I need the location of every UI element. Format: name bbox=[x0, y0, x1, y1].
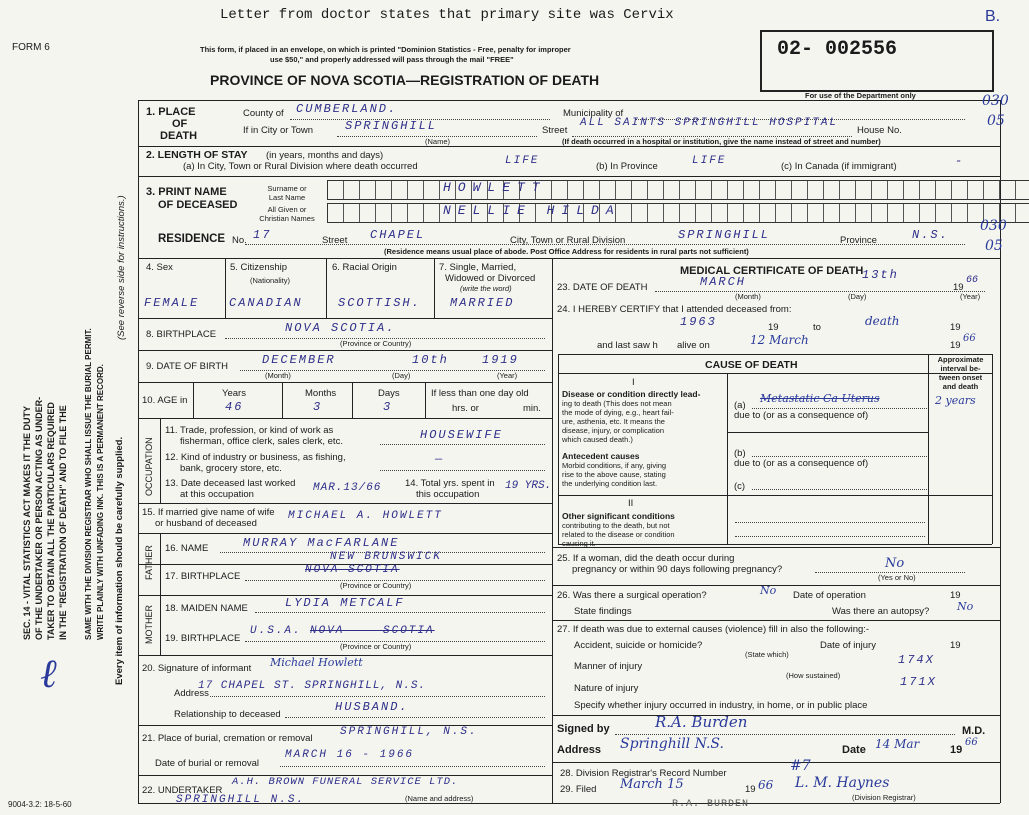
father-bp-label: 17. BIRTHPLACE bbox=[165, 571, 241, 582]
postal-line-2: use $50," and properly addressed will pass through the mail "FREE" bbox=[270, 55, 514, 64]
doctor-stamp: R.A. BURDEN bbox=[672, 799, 750, 810]
marital-label-2: Widowed or Divorced bbox=[445, 273, 536, 284]
form-title: PROVINCE OF NOVA SCOTIA—REGISTRATION OF DEATH bbox=[210, 72, 600, 88]
stay-b-value[interactable]: LIFE bbox=[692, 155, 727, 167]
sig-address[interactable]: Springhill N.S. bbox=[620, 736, 724, 752]
sig-year[interactable]: 66 bbox=[965, 737, 978, 748]
occ-14b: this occupation bbox=[416, 489, 480, 500]
filed-value[interactable]: March 15 bbox=[620, 777, 684, 792]
father-name-label: 16. NAME bbox=[165, 543, 209, 554]
death-date-label: 23. DATE OF DEATH bbox=[557, 282, 648, 293]
occ-12a: 12. Kind of industry or business, as fishing, bbox=[165, 452, 346, 463]
mother-bp[interactable]: U.S.A. bbox=[250, 625, 302, 637]
disease-6: which caused death.) bbox=[562, 435, 633, 444]
form-code: 9004-3.2: 18-5-60 bbox=[8, 800, 72, 809]
citizenship-value[interactable]: CANADIAN bbox=[229, 296, 303, 310]
mother-bp-struck: NOVA SCOTIA bbox=[310, 625, 435, 637]
roman-one: I bbox=[632, 377, 635, 388]
dept-use-label: For use of the Department only bbox=[805, 91, 916, 100]
industry-value[interactable]: — bbox=[435, 452, 445, 466]
sig-date-label: Date bbox=[842, 744, 866, 756]
undertaker-name[interactable]: A.H. BROWN FUNERAL SERVICE LTD. bbox=[232, 776, 459, 788]
disease-2: ing to death (This does not mean bbox=[562, 399, 672, 408]
surname-label-2: Last Name bbox=[268, 193, 306, 202]
interval-3: tween onset bbox=[938, 373, 983, 382]
father-bp-struck: NOVA SCOTIA bbox=[305, 564, 400, 576]
given-label-2: Christian Names bbox=[259, 214, 315, 223]
last-worked-value[interactable]: MAR.13/66 bbox=[313, 482, 382, 494]
undertaker-sub: (Name and address) bbox=[405, 794, 474, 803]
disease-1: Disease or condition directly lead- bbox=[562, 389, 701, 399]
dob-year[interactable]: 1919 bbox=[482, 353, 519, 367]
death-sub-month: (Month) bbox=[735, 292, 761, 301]
q26: 26. Was there a surgical operation? bbox=[557, 590, 707, 601]
postal-line-1: This form, if placed in an envelope, on which is printed "Dominion Statistics - Free, penalty for improper bbox=[200, 45, 571, 54]
undertaker-location[interactable]: SPRINGHILL N.S. bbox=[176, 794, 306, 806]
last-saw-mid: alive on bbox=[677, 340, 710, 351]
signed-value[interactable]: R.A. Burden bbox=[655, 713, 748, 731]
given-boxes bbox=[327, 203, 1029, 223]
under-day-label-1: If less than one day old bbox=[431, 388, 529, 399]
stay-b-label: (b) In Province bbox=[596, 161, 658, 172]
death-month[interactable]: MARCH bbox=[700, 275, 747, 289]
dob-day[interactable]: 10th bbox=[412, 353, 449, 367]
residence-street-label: Street bbox=[322, 235, 348, 246]
disease-5: disease, injury, or complication bbox=[562, 426, 664, 435]
sex-label: 4. Sex bbox=[146, 262, 173, 273]
q25-value[interactable]: No bbox=[885, 556, 905, 571]
place-label-3: DEATH bbox=[160, 130, 198, 142]
racial-value[interactable]: SCOTTISH. bbox=[338, 296, 421, 310]
surname-label-1: Surname or bbox=[267, 184, 307, 193]
state-which: (State which) bbox=[745, 650, 789, 659]
years-value[interactable]: 46 bbox=[225, 400, 244, 414]
stay-c-value[interactable]: - bbox=[955, 154, 965, 168]
father-bp-sub: (Province or Country) bbox=[340, 581, 412, 590]
stay-c-label: (c) In Canada (if immigrant) bbox=[781, 161, 897, 172]
house-label: House No. bbox=[857, 125, 902, 136]
other-1: Other significant conditions bbox=[562, 511, 675, 521]
attended-to-suffix: 19 bbox=[950, 322, 961, 333]
q27: 27. If death was due to external causes (violence) fill in also the following:- bbox=[557, 624, 870, 635]
surname-boxes bbox=[327, 180, 1029, 200]
relation-label: Relationship to deceased bbox=[174, 709, 281, 720]
dob-sub-month: (Month) bbox=[265, 371, 291, 380]
disease-3: the mode of dying, e.g., heart fail- bbox=[562, 408, 674, 417]
spouse-label-1: 15. If married give name of wife bbox=[142, 507, 275, 518]
dob-label: 9. DATE OF BIRTH bbox=[146, 361, 228, 372]
residence-no[interactable]: 17 bbox=[253, 228, 272, 242]
registrar-sub: (Division Registrar) bbox=[852, 793, 916, 802]
marital-value[interactable]: MARRIED bbox=[450, 296, 515, 310]
years-label: Years bbox=[222, 388, 246, 399]
residence-note: (Residence means usual place of abode. Post Office Address for residents in rural parts not sufficient) bbox=[384, 247, 749, 256]
autopsy-value[interactable]: No bbox=[957, 600, 974, 613]
medical-title: MEDICAL CERTIFICATE OF DEATH bbox=[680, 265, 864, 277]
registrar-signature[interactable]: L. M. Haynes bbox=[795, 775, 890, 791]
nature-value[interactable]: 171X bbox=[900, 675, 937, 689]
side-law-4: IN THE "REGISTRATION OF DEATH" AND TO FILE THE bbox=[58, 405, 68, 640]
q26-date: Date of operation bbox=[793, 590, 866, 601]
months-value[interactable]: 3 bbox=[313, 400, 323, 414]
under-day-label-3: min. bbox=[523, 403, 541, 414]
given-label bbox=[252, 205, 322, 223]
due-to-1: due to (or as a consequence of) bbox=[734, 410, 869, 421]
street-value[interactable]: ALL SAINTS SPRINGHILL HOSPITAL bbox=[580, 117, 839, 129]
death-year-prefix: 19 bbox=[953, 282, 964, 293]
informant-address-label: Address bbox=[174, 688, 209, 699]
margin-scribble: ℓ bbox=[40, 651, 57, 697]
stay-sub: (in years, months and days) bbox=[266, 150, 384, 161]
father-side: FATHER bbox=[144, 545, 154, 580]
attended-to-label: to bbox=[813, 322, 821, 333]
interval-header bbox=[929, 355, 992, 391]
death-sub-day: (Day) bbox=[848, 292, 867, 301]
age-label: 10. AGE in bbox=[142, 395, 188, 406]
antecedent-2: Morbid conditions, if any, giving bbox=[562, 461, 667, 470]
other-3: related to the disease or condition bbox=[562, 530, 675, 539]
mother-bp-label: 19. BIRTHPLACE bbox=[165, 633, 241, 644]
burial-date[interactable]: MARCH 16 - 1966 bbox=[285, 749, 415, 761]
cause-a-value[interactable]: Metastatic Ca Uterus bbox=[760, 392, 880, 405]
side-law-1: SEC. 14 - VITAL STATISTICS ACT MAKES IT THE DUTY bbox=[22, 405, 32, 640]
place-label-2: OF bbox=[172, 118, 188, 130]
burial-place-label: 21. Place of burial, cremation or removal bbox=[142, 733, 313, 744]
informant-sig-label: 20. Signature of informant bbox=[142, 663, 252, 674]
attended-to[interactable]: death bbox=[865, 314, 900, 328]
residence-city[interactable]: SPRINGHILL bbox=[678, 228, 771, 242]
trade-value[interactable]: HOUSEWIFE bbox=[420, 428, 503, 442]
injury-19: 19 bbox=[950, 640, 961, 651]
side-law-3: TAKER TO OBTAIN ALL THE PARTICULARS REQUIRED bbox=[46, 402, 56, 640]
total-years-value[interactable]: 19 YRS. bbox=[505, 480, 552, 492]
side-law-5: SAME WITH THE DIVISION REGISTRAR WHO SHALL ISSUE THE BURIAL PERMIT. bbox=[84, 328, 93, 640]
dept-code-2: 05 bbox=[987, 113, 1005, 129]
q25b: pregnancy or within 90 days following pregnancy? bbox=[572, 564, 783, 575]
attended-from[interactable]: 1963 bbox=[680, 315, 717, 329]
residence-street[interactable]: CHAPEL bbox=[370, 228, 426, 242]
citizenship-sub: (Nationality) bbox=[250, 276, 291, 285]
stay-label: 2. LENGTH OF STAY bbox=[146, 149, 248, 161]
side-law-6: WRITE PLAINLY WITH UNFADING INK. THIS IS A PERMANENT RECORD. bbox=[96, 364, 105, 640]
record-value[interactable]: #7 bbox=[790, 758, 811, 774]
last-saw-label: and last saw h bbox=[597, 340, 658, 351]
street-label: Street bbox=[542, 125, 568, 136]
antecedent-text bbox=[562, 452, 666, 488]
residence-province[interactable]: N.S. bbox=[912, 228, 949, 242]
last-saw-yr[interactable]: 66 bbox=[963, 333, 976, 344]
days-label: Days bbox=[378, 388, 400, 399]
residence-code-2: 05 bbox=[985, 238, 1003, 254]
registration-number: 02- 002556 bbox=[777, 38, 898, 61]
cause-header: CAUSE OF DEATH bbox=[705, 359, 798, 371]
racial-label: 6. Racial Origin bbox=[332, 262, 397, 273]
burial-date-label: Date of burial or removal bbox=[155, 758, 260, 769]
mother-side: MOTHER bbox=[144, 605, 154, 644]
given-value[interactable]: NELLIE HILDA bbox=[443, 203, 621, 218]
interval-1: Approximate bbox=[937, 355, 984, 364]
county-label: County of bbox=[243, 108, 284, 119]
stay-a-value[interactable]: LIFE bbox=[505, 155, 540, 167]
side-law-8: (See reverse side for instructions.) bbox=[116, 195, 127, 340]
father-bp[interactable]: NEW BRUNSWICK bbox=[330, 551, 442, 563]
dept-code-1: 030 bbox=[982, 93, 1009, 109]
occupation-side: OCCUPATION bbox=[144, 437, 154, 496]
manner-label: Manner of injury bbox=[574, 661, 643, 672]
occ-12b: bank, grocery store, etc. bbox=[180, 463, 282, 474]
other-4: causing it. bbox=[562, 539, 596, 548]
last-saw-year: 19 bbox=[950, 340, 961, 351]
q25-sub: (Yes or No) bbox=[878, 573, 916, 582]
birthplace-label: 8. BIRTHPLACE bbox=[146, 329, 217, 340]
corner-mark: B. bbox=[985, 8, 1001, 25]
father-name[interactable]: MURRAY MacFARLANE bbox=[243, 536, 400, 550]
occ-11a: 11. Trade, profession, or kind of work as bbox=[165, 425, 334, 436]
municipality-label: Municipality of bbox=[563, 108, 624, 119]
antecedent-3: rise to the above cause, stating bbox=[562, 470, 666, 479]
q26-19: 19 bbox=[950, 590, 961, 601]
antecedent-1: Antecedent causes bbox=[562, 451, 640, 461]
undertaker-label: 22. UNDERTAKER bbox=[142, 785, 223, 796]
disease-4: ure, asthenia, etc. It means the bbox=[562, 417, 665, 426]
autopsy-label: Was there an autopsy? bbox=[832, 606, 930, 617]
filed-label: 29. Filed bbox=[560, 784, 597, 795]
residence-city-label: City, Town or Rural Division bbox=[510, 235, 626, 246]
how-sustained: (How sustained) bbox=[786, 671, 841, 680]
under-day-label-2: hrs. or bbox=[452, 403, 479, 414]
q25a: 25. If a woman, did the death occur during bbox=[557, 553, 735, 564]
sig-year-prefix: 19 bbox=[950, 744, 963, 756]
death-year[interactable]: 66 bbox=[966, 275, 979, 286]
given-label-1: All Given or bbox=[267, 205, 307, 214]
other-text bbox=[562, 512, 675, 548]
side-law-2: OF THE UNDERTAKER OR PERSON ACTING AS UNDER- bbox=[34, 396, 44, 640]
days-value[interactable]: 3 bbox=[383, 400, 393, 414]
filed-19: 19 bbox=[745, 784, 756, 795]
mother-name-label: 18. MAIDEN NAME bbox=[165, 603, 248, 614]
filed-year[interactable]: 66 bbox=[758, 778, 774, 792]
specify-label: Specify whether injury occurred in industry, in home, or in public place bbox=[574, 700, 868, 711]
city-value[interactable]: SPRINGHILL bbox=[345, 119, 438, 133]
informant-signature[interactable]: Michael Howlett bbox=[270, 656, 363, 669]
interval-4: and death bbox=[942, 382, 979, 391]
residence-code-1: 030 bbox=[980, 218, 1007, 234]
other-2: contributing to the death, but not bbox=[562, 521, 670, 530]
marital-label-1: 7. Single, Married, bbox=[439, 262, 517, 273]
antecedent-4: the underlying condition last. bbox=[562, 479, 658, 488]
injury-date-label: Date of injury bbox=[820, 640, 876, 651]
last-saw-value[interactable]: 12 March bbox=[750, 333, 809, 347]
spouse-value[interactable]: MICHAEL A. HOWLETT bbox=[288, 510, 443, 522]
form-label: FORM 6 bbox=[12, 42, 50, 53]
name-label-1: 3. PRINT NAME bbox=[146, 186, 227, 198]
birthplace-sub: (Province or Country) bbox=[340, 339, 412, 348]
cause-a-label: (a) bbox=[734, 400, 746, 411]
md-label: M.D. bbox=[962, 725, 986, 737]
state-findings: State findings bbox=[574, 606, 632, 617]
city-name-sub: (Name) bbox=[425, 137, 451, 146]
nature-label: Nature of injury bbox=[574, 683, 639, 694]
cause-a-interval[interactable]: 2 years bbox=[935, 394, 976, 407]
mother-name[interactable]: LYDIA METCALF bbox=[285, 596, 405, 610]
dob-month[interactable]: DECEMBER bbox=[262, 353, 336, 367]
accident-label: Accident, suicide or homicide? bbox=[574, 640, 703, 651]
interval-2: interval be- bbox=[940, 364, 981, 373]
dob-sub-day: (Day) bbox=[392, 371, 411, 380]
city-label: If in City or Town bbox=[243, 125, 314, 136]
surname-value[interactable]: HOWLETT bbox=[443, 180, 547, 195]
residence-label: RESIDENCE bbox=[158, 233, 226, 245]
disease-text bbox=[562, 390, 700, 444]
certify-label: 24. I HEREBY CERTIFY that I attended deceased from: bbox=[557, 304, 792, 315]
occ-13b: at this occupation bbox=[180, 489, 254, 500]
death-sub-year: (Year) bbox=[960, 292, 981, 301]
occ-13a: 13. Date deceased last worked bbox=[165, 478, 296, 489]
residence-no-label: No. bbox=[232, 235, 247, 246]
roman-two: II bbox=[628, 498, 634, 509]
burial-place[interactable]: SPRINGHILL, N.S. bbox=[340, 726, 478, 738]
sig-date[interactable]: 14 Mar bbox=[875, 737, 920, 751]
marital-label-3: (write the word) bbox=[460, 284, 512, 293]
hospital-note: (If death occurred in a hospital or institution, give the name instead of street and number) bbox=[562, 137, 881, 146]
residence-province-label: Province bbox=[840, 235, 877, 246]
sig-address-label: Address bbox=[557, 744, 602, 756]
relation-value[interactable]: HUSBAND. bbox=[335, 700, 409, 714]
death-day[interactable]: 13th bbox=[862, 268, 899, 282]
cause-b-label: (b) bbox=[734, 448, 746, 459]
mother-bp-sub: (Province or Country) bbox=[340, 642, 412, 651]
occ-14a: 14. Total yrs. spent in bbox=[405, 478, 495, 489]
occ-11b: fisherman, office clerk, sales clerk, etc. bbox=[180, 436, 343, 447]
sex-value[interactable]: FEMALE bbox=[144, 296, 200, 310]
top-note: Letter from doctor states that primary site was Cervix bbox=[220, 7, 674, 23]
place-label-1: 1. PLACE bbox=[146, 106, 196, 118]
county-value[interactable]: CUMBERLAND. bbox=[296, 102, 398, 116]
citizenship-label: 5. Citizenship bbox=[230, 262, 288, 273]
stay-a-label: (a) In City, Town or Rural Division where death occurred bbox=[183, 161, 418, 172]
birthplace-value[interactable]: NOVA SCOTIA. bbox=[285, 321, 396, 335]
cause-c-label: (c) bbox=[734, 481, 746, 492]
manner-value[interactable]: 174X bbox=[898, 653, 935, 667]
signed-label: Signed by bbox=[557, 723, 610, 735]
side-law-7: Every item of information should be carefully supplied. bbox=[114, 436, 125, 685]
attended-from-prefix: 19 bbox=[768, 322, 779, 333]
name-label-2: OF DECEASED bbox=[158, 199, 238, 211]
surname-label bbox=[252, 184, 322, 202]
record-label: 28. Division Registrar's Record Number bbox=[560, 768, 727, 779]
due-to-2: due to (or as a consequence of) bbox=[734, 458, 869, 469]
informant-address[interactable]: 17 CHAPEL ST. SPRINGHILL, N.S. bbox=[198, 680, 427, 692]
months-label: Months bbox=[305, 388, 337, 399]
dob-sub-year: (Year) bbox=[497, 371, 518, 380]
q26-value[interactable]: No bbox=[760, 584, 777, 597]
spouse-label-2: or husband of deceased bbox=[155, 518, 257, 529]
